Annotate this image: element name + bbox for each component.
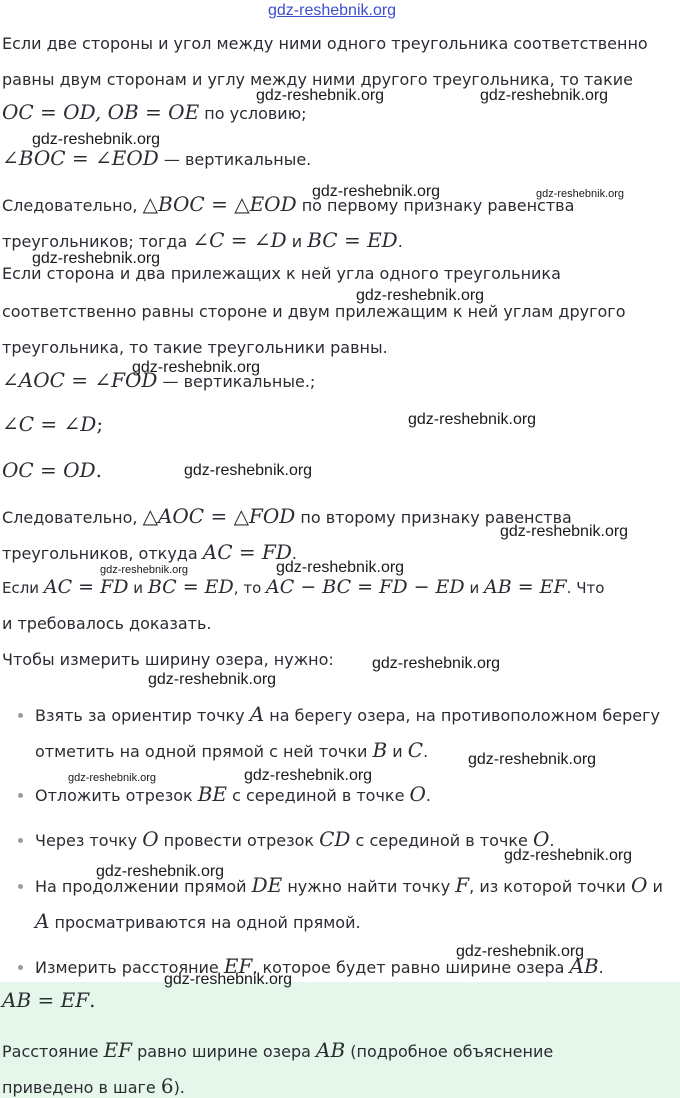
text-span: Расстояние (2, 1042, 104, 1061)
text-span: . Что (566, 579, 605, 597)
text-span: . (549, 831, 555, 850)
math-expression: O (409, 782, 426, 806)
math-expression: OC = OD, OB = OE (2, 100, 200, 124)
bullet-dot (18, 884, 23, 889)
math-expression: A (249, 702, 265, 726)
text-span: На продолжении прямой (35, 877, 252, 896)
list-item (35, 702, 660, 726)
math-expression: BC = ED (307, 228, 398, 252)
text-span: Если сторона и два прилежащих к ней угла одного треугольника (2, 264, 561, 283)
text-span: отметить на одной прямой с ней точки (35, 742, 373, 761)
math-expression: O (142, 827, 159, 851)
math-expression: OC = OD (2, 458, 96, 482)
watermark: gdz-reshebnik.org (32, 131, 161, 148)
text-span: ). (173, 1078, 185, 1097)
math-expression: EF (223, 954, 253, 978)
text-span: Следовательно, (2, 508, 143, 527)
text-span: просматриваются на одной прямой. (49, 913, 361, 932)
watermark: gdz-reshebnik.org (372, 655, 501, 672)
text-line (2, 504, 572, 528)
text-span: и требовалось доказать. (2, 614, 212, 633)
text-span: . (423, 742, 429, 761)
text-span: и (128, 579, 148, 597)
watermark: gdz-reshebnik.org (164, 971, 293, 988)
math-expression: O (532, 827, 550, 851)
math-expression: B (372, 738, 388, 762)
math-expression: ∠AOC = ∠FOD (2, 368, 158, 392)
watermark: gdz-reshebnik.org (148, 671, 277, 688)
answer-formula (2, 988, 95, 1012)
bullet-dot (18, 965, 23, 970)
text-span: по первому признаку равенства (296, 196, 575, 215)
watermark: gdz-reshebnik.org (480, 87, 609, 104)
text-span: . (291, 544, 297, 563)
text-line (2, 576, 604, 598)
text-span: и (387, 742, 408, 761)
bullet-dot (18, 713, 23, 718)
text-span: Следовательно, (2, 196, 143, 215)
text-span: , то (233, 579, 267, 597)
watermark: gdz-reshebnik.org (244, 767, 373, 784)
math-expression: A (35, 909, 50, 933)
text-span: и (464, 579, 484, 597)
math-expression: AC = FD (43, 576, 129, 598)
list-item (35, 827, 554, 851)
watermark: gdz-reshebnik.org (32, 250, 161, 267)
text-span: с серединой в точке (227, 786, 410, 805)
text-span: . (598, 958, 604, 977)
text-span: Если (2, 579, 44, 597)
text-span: Через точку (35, 831, 143, 850)
text-span: Измерить расстояние (35, 958, 224, 977)
answer-line (2, 1038, 553, 1062)
math-line (2, 146, 311, 170)
answer-line (2, 1074, 185, 1098)
step-number: 6 (160, 1074, 174, 1098)
text-span: Чтобы измерить ширину озера, нужно: (2, 650, 334, 669)
math-expression: △BOC = △EOD (142, 192, 297, 216)
math-expression: CD (319, 827, 351, 851)
text-span: равны двум сторонам и углу между ними другого треугольника, то такие (2, 70, 633, 89)
math-expression: ∠C = ∠D (2, 412, 97, 436)
text-line (2, 228, 403, 252)
text-span: . (95, 458, 102, 482)
text-line (2, 338, 388, 357)
math-expression: BC = ED (147, 576, 234, 598)
text-span: Взять за ориентир точку (35, 706, 250, 725)
watermark: gdz-reshebnik.org (184, 462, 313, 479)
bullet-dot (18, 838, 23, 843)
text-span: по второму признаку равенства (295, 508, 572, 527)
watermark: gdz-reshebnik.org (256, 87, 385, 104)
text-line (2, 650, 334, 669)
math-expression: △AOC = △FOD (142, 504, 296, 528)
text-span: . (425, 786, 432, 805)
text-span: равно ширине озера (132, 1042, 317, 1061)
math-expression: ∠BOC = ∠EOD (2, 146, 159, 170)
watermark: gdz-reshebnik.org (100, 564, 189, 576)
watermark: gdz-reshebnik.org (468, 751, 597, 768)
math-expression: DE (251, 873, 283, 897)
text-span: — вертикальные.; (157, 372, 316, 391)
watermark: gdz-reshebnik.org (68, 772, 157, 784)
math-expression: AB = EF (483, 576, 567, 598)
list-item (35, 782, 431, 806)
watermark: gdz-reshebnik.org (312, 183, 441, 200)
text-span: Если две стороны и угол между ними одного треугольника соответственно (2, 34, 648, 53)
text-span: треугольника, то такие треугольники равны. (2, 338, 388, 357)
text-span: Отложить отрезок (35, 786, 198, 805)
text-span: (подробное объяснение (345, 1042, 554, 1061)
list-item-continuation (35, 738, 428, 762)
text-line (2, 34, 648, 53)
list-item-continuation (35, 909, 361, 933)
text-span: с серединой в точке (350, 831, 533, 850)
text-line (2, 614, 212, 633)
text-span: . (397, 232, 403, 251)
text-span: на берегу озера, на противоположном берегу (264, 706, 660, 725)
math-expression: ∠C = ∠D (192, 228, 287, 252)
watermark: gdz-reshebnik.org (408, 411, 537, 428)
watermark: gdz-reshebnik.org (356, 287, 485, 304)
text-line (2, 302, 626, 321)
text-span: ; (96, 412, 104, 436)
math-expression: EF (103, 1038, 133, 1062)
math-expression: AC − BC = FD − ED (266, 576, 465, 598)
text-span: , из которой точки (469, 877, 632, 896)
text-span: по условию; (199, 104, 307, 123)
watermark: gdz-reshebnik.org (456, 943, 585, 960)
text-span: треугольников, откуда (2, 544, 203, 563)
text-line (2, 192, 574, 216)
watermark: gdz-reshebnik.org (504, 847, 633, 864)
math-expression: AB = EF (2, 988, 90, 1012)
watermark: gdz-reshebnik.org (276, 559, 405, 576)
watermark: gdz-reshebnik.org (500, 523, 629, 540)
text-span: и (286, 232, 308, 251)
math-expression: AB (569, 954, 599, 978)
watermark: gdz-reshebnik.org (96, 863, 225, 880)
text-span: соответственно равны стороне и двум прилежащим к ней углам другого (2, 302, 626, 321)
text-span: приведено в шаге (2, 1078, 161, 1097)
text-span: нужно найти точку (282, 877, 456, 896)
bullet-dot (18, 793, 23, 798)
math-expression: C (407, 738, 424, 762)
math-expression: AB (316, 1038, 346, 1062)
text-span: — вертикальные. (158, 150, 312, 169)
text-span: , которое будет равно ширине озера (252, 958, 570, 977)
text-span: и (647, 877, 663, 896)
watermark: gdz-reshebnik.org (132, 359, 261, 376)
math-line (2, 458, 102, 482)
watermark: gdz-reshebnik.org (536, 188, 625, 200)
watermark-top[interactable]: gdz-reshebnik.org (268, 2, 397, 19)
math-expression: O (631, 873, 648, 897)
math-expression: BE (197, 782, 228, 806)
math-expression: F (455, 873, 470, 897)
text-span: треугольников; тогда (2, 232, 193, 251)
math-expression: AC = FD (202, 540, 292, 564)
text-line (2, 540, 297, 564)
text-span: . (89, 988, 96, 1012)
text-span: провести отрезок (158, 831, 320, 850)
math-line (2, 412, 103, 436)
